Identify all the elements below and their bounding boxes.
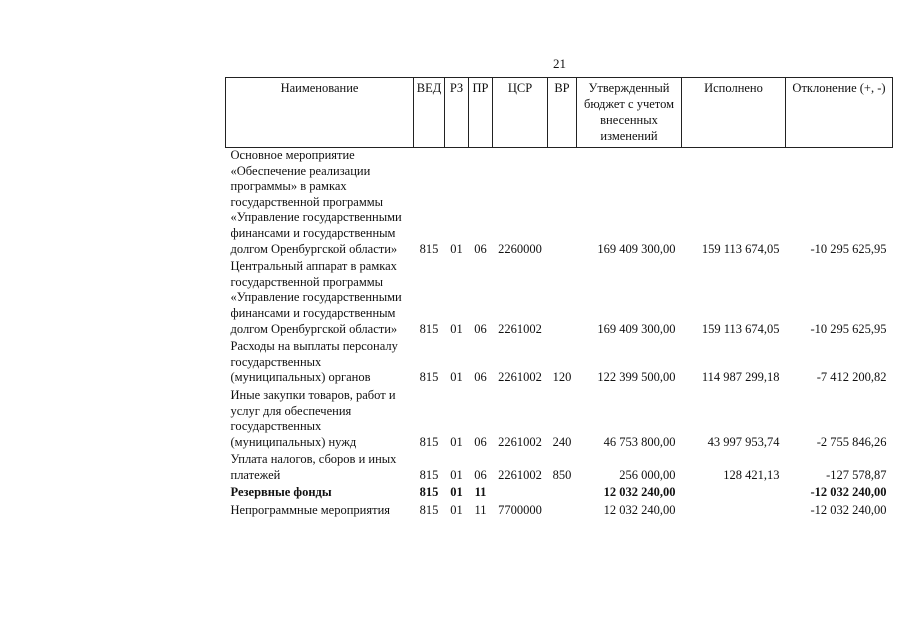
row-ved: 815 <box>419 321 439 336</box>
row-csr: 2261002 <box>498 434 542 449</box>
table-row <box>226 337 893 386</box>
row-name: Резервные фонды <box>230 485 332 500</box>
table-row <box>226 148 893 258</box>
header-name: Наименование <box>226 78 414 148</box>
row-deviation: -12 032 240,00 <box>810 503 887 518</box>
row-ved: 815 <box>419 370 439 385</box>
budget-table <box>225 77 893 519</box>
header-csr: ЦСР <box>493 78 548 148</box>
row-name: Центральный аппарат в рамках государственной программы «Управление государственными финансами и государственным долгом Оренбургской области» <box>230 259 402 336</box>
row-vr <box>548 501 577 519</box>
row-rz: 01 <box>450 370 463 385</box>
row-pr: 06 <box>474 467 487 482</box>
row-approved: 256 000,00 <box>619 467 676 482</box>
row-csr: 2260000 <box>498 241 542 256</box>
row-ved: 815 <box>419 503 439 518</box>
row-ved: 815 <box>419 434 439 449</box>
row-deviation: -127 578,87 <box>826 467 887 482</box>
row-csr: 2261002 <box>498 321 542 336</box>
row-pr: 11 <box>474 503 487 518</box>
row-executed <box>682 483 786 501</box>
header-pr: ПР <box>469 78 493 148</box>
row-executed <box>682 501 786 519</box>
row-deviation: -12 032 240,00 <box>810 485 887 500</box>
row-ved: 815 <box>419 485 439 500</box>
row-rz: 01 <box>450 485 463 500</box>
page-number: 21 <box>553 56 566 71</box>
table-header <box>226 78 893 148</box>
row-name: Иные закупки товаров, работ и услуг для обеспечения государственных (муниципальных) нужд <box>230 387 396 449</box>
row-deviation: -2 755 846,26 <box>816 434 887 449</box>
row-csr: 7700000 <box>498 503 542 518</box>
row-deviation: -7 412 200,82 <box>816 370 887 385</box>
table-row <box>226 450 893 483</box>
row-approved: 169 409 300,00 <box>597 241 676 256</box>
row-rz: 01 <box>450 503 463 518</box>
row-pr: 11 <box>474 485 487 500</box>
row-pr: 06 <box>474 241 487 256</box>
row-deviation: -10 295 625,95 <box>810 321 887 336</box>
row-executed: 43 997 953,74 <box>707 434 780 449</box>
row-csr <box>493 483 548 501</box>
row-vr <box>548 257 577 337</box>
row-executed: 159 113 674,05 <box>701 321 780 336</box>
row-deviation: -10 295 625,95 <box>810 241 887 256</box>
row-executed: 128 421,13 <box>723 467 780 482</box>
row-pr: 06 <box>474 434 487 449</box>
row-ved: 815 <box>419 241 439 256</box>
row-vr: 240 <box>552 434 572 449</box>
row-approved: 12 032 240,00 <box>603 485 676 500</box>
header-executed: Исполнено <box>682 78 786 148</box>
row-name: Уплата налогов, сборов и иных платежей <box>230 452 397 482</box>
row-approved: 122 399 500,00 <box>597 370 676 385</box>
table-row <box>226 386 893 450</box>
row-rz: 01 <box>450 241 463 256</box>
header-ved: ВЕД <box>414 78 445 148</box>
row-executed: 159 113 674,05 <box>701 241 780 256</box>
row-approved: 12 032 240,00 <box>603 503 676 518</box>
table-row <box>226 483 893 501</box>
row-csr: 2261002 <box>498 370 542 385</box>
row-ved: 815 <box>419 467 439 482</box>
row-vr <box>548 148 577 258</box>
row-rz: 01 <box>450 321 463 336</box>
row-approved: 169 409 300,00 <box>597 321 676 336</box>
row-executed: 114 987 299,18 <box>701 370 780 385</box>
row-vr: 850 <box>552 467 572 482</box>
row-name: Основное мероприятие «Обеспечение реализации программы» в рамках государственной программы «Управление государственными финансами и государственным долгом Оренбургской области» <box>230 148 402 256</box>
row-rz: 01 <box>450 467 463 482</box>
row-vr <box>548 483 577 501</box>
row-pr: 06 <box>474 370 487 385</box>
table-body <box>226 148 893 519</box>
header-vr: ВР <box>548 78 577 148</box>
row-name: Расходы на выплаты персоналу государственных (муниципальных) органов <box>230 339 398 385</box>
row-rz: 01 <box>450 434 463 449</box>
header-deviation: Отклонение (+, -) <box>786 78 893 148</box>
row-pr: 06 <box>474 321 487 336</box>
header-rz: РЗ <box>445 78 469 148</box>
row-name: Непрограммные мероприятия <box>230 503 391 518</box>
table-row <box>226 501 893 519</box>
row-csr: 2261002 <box>498 467 542 482</box>
header-approved: Утвержденный бюджет с учетом внесенных изменений <box>577 78 682 148</box>
row-approved: 46 753 800,00 <box>603 434 676 449</box>
row-vr: 120 <box>552 370 572 385</box>
table-row <box>226 257 893 337</box>
